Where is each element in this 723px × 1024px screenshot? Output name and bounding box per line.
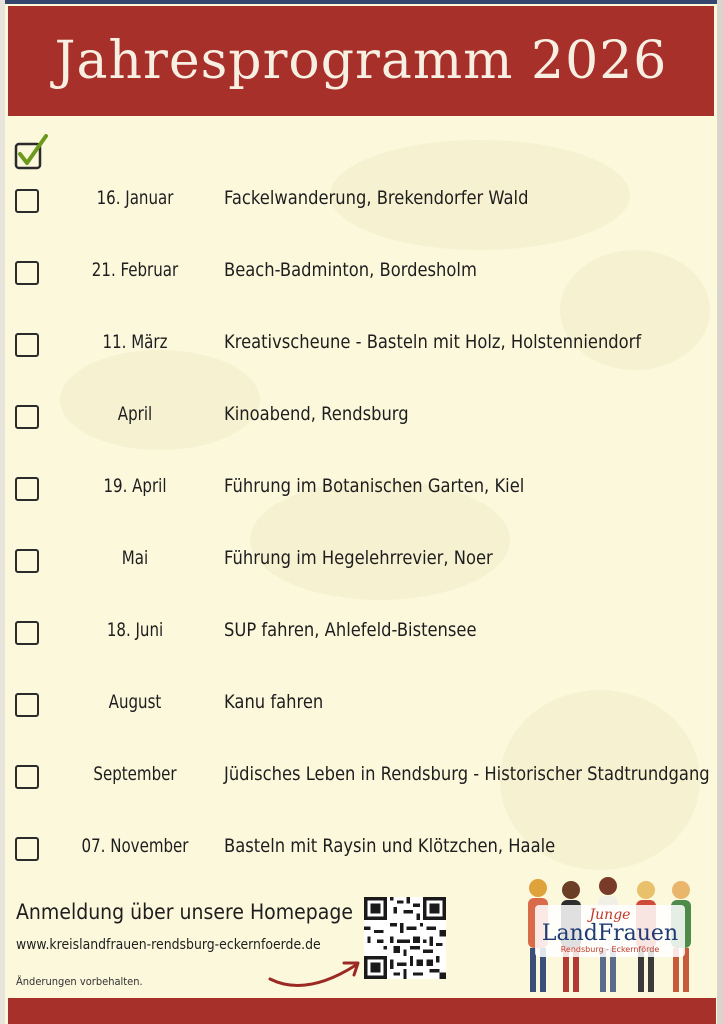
qr-code-icon[interactable] bbox=[364, 897, 446, 979]
event-date: 18. Juni bbox=[106, 619, 164, 641]
event-date: August bbox=[108, 691, 162, 713]
event-title: Kreativscheune - Basteln mit Holz, Holstenniendorf bbox=[224, 331, 642, 353]
arrow-icon bbox=[266, 955, 366, 995]
title-banner bbox=[8, 6, 714, 116]
event-date: Mai bbox=[121, 547, 149, 569]
event-row bbox=[0, 180, 723, 220]
event-date: 11. März bbox=[102, 331, 168, 353]
checkbox[interactable] bbox=[15, 477, 39, 501]
checkbox[interactable] bbox=[15, 261, 39, 285]
scan-left-edge bbox=[0, 0, 5, 1024]
logo-line-junge: Junge bbox=[589, 907, 631, 923]
checkbox[interactable] bbox=[15, 837, 39, 861]
event-row bbox=[0, 324, 723, 364]
event-date: April bbox=[117, 403, 153, 425]
event-date: September bbox=[93, 763, 177, 785]
checkbox[interactable] bbox=[15, 405, 39, 429]
event-row bbox=[0, 612, 723, 652]
event-title: SUP fahren, Ahlefeld-Bistensee bbox=[224, 619, 477, 641]
logo-line-region: Rendsburg - Eckernförde bbox=[560, 945, 660, 954]
checkbox[interactable] bbox=[15, 621, 39, 645]
event-title: Kanu fahren bbox=[224, 691, 324, 713]
logo-line-landfrauen: LandFrauen bbox=[541, 921, 679, 946]
registration-link[interactable]: www.kreislandfrauen-rendsburg-eckernfoerde.de bbox=[16, 937, 321, 953]
event-row bbox=[0, 396, 723, 436]
registration-heading: Anmeldung über unsere Homepage bbox=[16, 900, 353, 924]
checkbox[interactable] bbox=[15, 189, 39, 213]
checkbox[interactable] bbox=[15, 333, 39, 357]
page-title: Jahresprogramm 2026 bbox=[54, 31, 668, 91]
event-row bbox=[0, 684, 723, 724]
event-title: Beach-Badminton, Bordesholm bbox=[224, 259, 477, 281]
checkbox[interactable] bbox=[15, 549, 39, 573]
event-date: 21. Februar bbox=[91, 259, 179, 281]
checkbox[interactable] bbox=[15, 765, 39, 789]
footer-band bbox=[8, 998, 716, 1024]
event-date: 16. Januar bbox=[96, 187, 174, 209]
scan-top-edge bbox=[0, 0, 723, 4]
event-title: Führung im Botanischen Garten, Kiel bbox=[224, 475, 525, 497]
logo-text-panel bbox=[535, 905, 685, 957]
scan-right-edge bbox=[717, 0, 723, 1024]
event-title: Basteln mit Raysin und Klötzchen, Haale bbox=[224, 835, 556, 857]
checkmark-icon bbox=[14, 134, 50, 174]
event-date: 07. November bbox=[81, 835, 189, 857]
checkbox[interactable] bbox=[15, 693, 39, 717]
event-row bbox=[0, 540, 723, 580]
checked-checkbox[interactable] bbox=[14, 134, 50, 178]
event-row bbox=[0, 468, 723, 508]
event-row bbox=[0, 756, 723, 796]
event-title: Fackelwanderung, Brekendorfer Wald bbox=[224, 187, 529, 209]
changes-note: Änderungen vorbehalten. bbox=[16, 975, 143, 988]
event-title: Jüdisches Leben in Rendsburg - Historischer Stadtrundgang bbox=[224, 763, 710, 785]
event-title: Führung im Hegelehrrevier, Noer bbox=[224, 547, 493, 569]
event-row bbox=[0, 252, 723, 292]
event-title: Kinoabend, Rendsburg bbox=[224, 403, 409, 425]
event-date: 19. April bbox=[103, 475, 167, 497]
